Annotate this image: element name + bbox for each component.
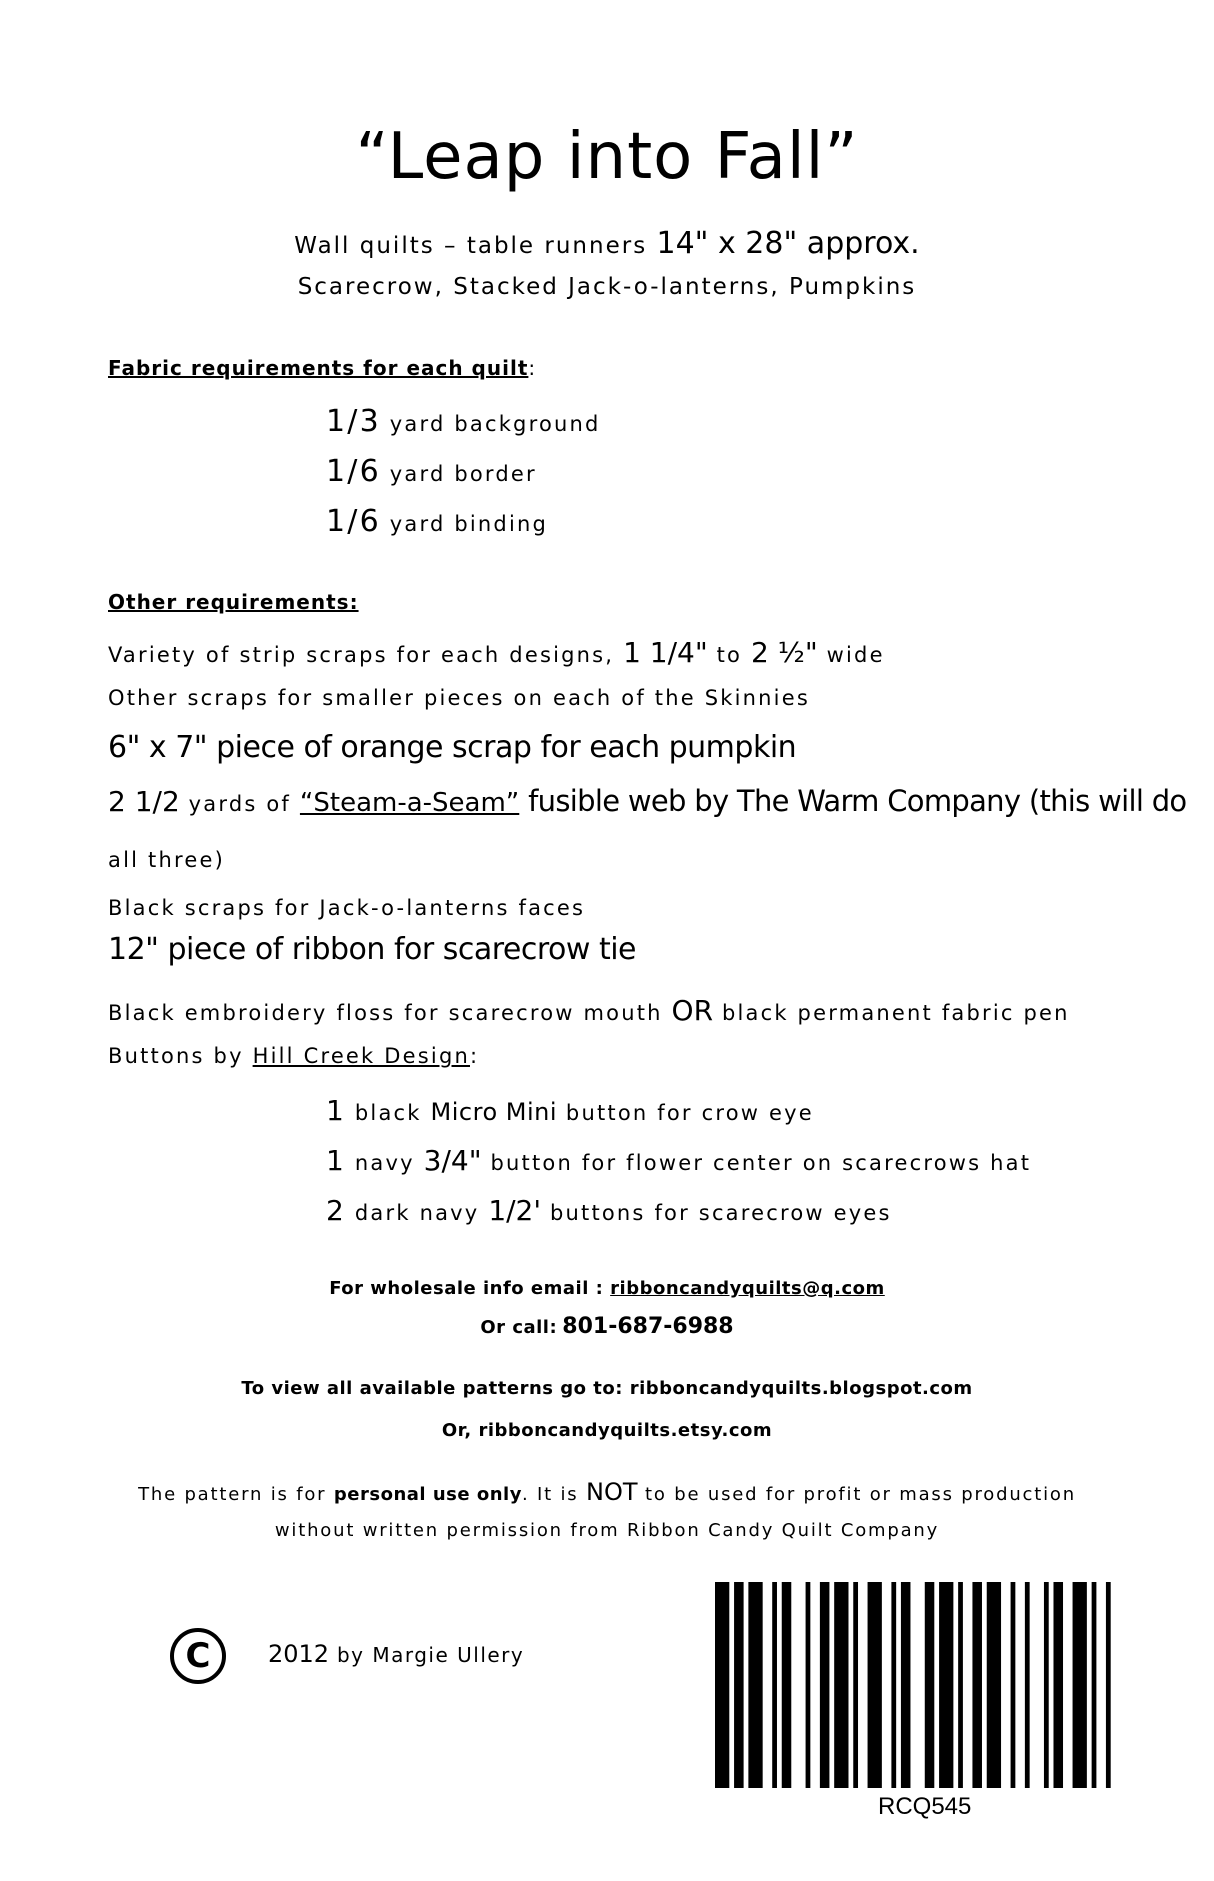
requirement-line (108, 784, 1186, 818)
button-item (326, 1094, 814, 1127)
req-size: 1 1/4" (623, 636, 708, 669)
button-pre: dark navy (354, 1201, 480, 1225)
subtitle-size: 14" x 28" approx. (656, 226, 920, 261)
barcode-bar (806, 1582, 811, 1788)
wholesale-label: For wholesale info email : (329, 1278, 604, 1299)
barcode-number: RCQ545 (878, 1793, 972, 1820)
button-qty: 1 (326, 1144, 347, 1177)
req-size: 2 ½" (751, 636, 818, 669)
barcode-bar (1044, 1582, 1049, 1788)
requirement-line: 12" piece of ribbon for scarecrow tie (108, 932, 637, 967)
button-item (326, 1194, 892, 1227)
barcode-bar (891, 1582, 896, 1788)
barcode-bar (782, 1582, 792, 1788)
button-post: button for crow eye (565, 1101, 814, 1125)
barcode (715, 1582, 1125, 1788)
requirement-line: 6" x 7" piece of orange scrap for each pumpkin (108, 730, 797, 765)
copyright-by: by Margie Ullery (336, 1643, 525, 1667)
req-colon: : (470, 1044, 480, 1068)
fabric-amount: 1/6 (326, 504, 381, 539)
copyright-icon: C (170, 1628, 226, 1684)
requirement-line: Black scraps for Jack-o-lanterns faces (108, 896, 586, 920)
req-text: Buttons by (108, 1044, 244, 1068)
req-text: Black embroidery floss for scarecrow mouth (108, 1001, 663, 1025)
copyright-year: 2012 (268, 1640, 330, 1668)
barcode-bar (1025, 1582, 1030, 1788)
barcode-bar (1092, 1582, 1097, 1788)
barcode-bar (901, 1582, 911, 1788)
subtitle-wall-quilts (0, 226, 1214, 261)
barcode-bar (958, 1582, 963, 1788)
permission-notice: without written permission from Ribbon Candy Quilt Company (274, 1520, 940, 1541)
subtitle-designs: Scarecrow, Stacked Jack-o-lanterns, Pumpkins (297, 274, 917, 300)
barcode-bar (834, 1582, 848, 1788)
or-label: Or, (441, 1420, 472, 1441)
button-item (326, 1144, 1031, 1177)
etsy-line (0, 1420, 1214, 1441)
req-text: to (716, 643, 743, 667)
button-pre: navy (354, 1151, 415, 1175)
barcode-bar (820, 1582, 830, 1788)
barcode-bar (868, 1582, 882, 1788)
requirement-line: Other scraps for smaller pieces on each of the Skinnies (108, 686, 810, 710)
fabric-item (326, 454, 537, 489)
copyright-line (268, 1640, 524, 1668)
fabric-item (326, 404, 601, 439)
email-link[interactable]: ribboncandyquilts@q.com (610, 1278, 885, 1299)
barcode-bar (772, 1582, 777, 1788)
button-mid: 3/4" (423, 1144, 482, 1177)
requirement-line: all three) (108, 848, 225, 872)
view-label: To view all available patterns go to: (241, 1378, 623, 1399)
barcode-bar (1053, 1582, 1063, 1788)
phone-number: 801-687-6988 (562, 1314, 734, 1339)
page-title: “Leap into Fall” (355, 120, 859, 194)
barcode-bar (939, 1582, 953, 1788)
req-or: OR (671, 994, 714, 1027)
button-mid: Micro Mini (430, 1098, 558, 1126)
fabric-heading-colon: : (528, 356, 536, 380)
req-text: yards of (188, 792, 292, 816)
button-qty: 1 (326, 1094, 347, 1127)
button-pre: black (354, 1101, 422, 1125)
blog-link[interactable]: ribboncandyquilts.blogspot.com (629, 1378, 973, 1399)
notice-text: The pattern is for (138, 1484, 327, 1505)
button-post: buttons for scarecrow eyes (549, 1201, 892, 1225)
notice-not: NOT (586, 1478, 638, 1506)
barcode-bar (853, 1582, 858, 1788)
wholesale-line (0, 1278, 1214, 1299)
barcode-bar (734, 1582, 744, 1788)
req-text: black permanent fabric pen (721, 1001, 1070, 1025)
barcode-bar (1106, 1582, 1111, 1788)
other-heading: Other requirements: (108, 590, 359, 614)
patterns-line (0, 1378, 1214, 1399)
barcode-bar (748, 1582, 762, 1788)
req-text: Variety of strip scraps for each designs, (108, 643, 615, 667)
barcode-bar (715, 1582, 729, 1788)
fabric-heading-text: Fabric requirements for each quilt (108, 356, 529, 380)
requirement-line (108, 994, 1070, 1027)
fabric-desc: yard border (389, 462, 537, 486)
fabric-desc: yard background (389, 412, 601, 436)
button-qty: 2 (326, 1194, 347, 1227)
req-text: wide (826, 643, 885, 667)
hill-creek-link: Hill Creek Design (252, 1044, 470, 1068)
etsy-link[interactable]: ribboncandyquilts.etsy.com (478, 1420, 773, 1441)
notice-emphasis: personal use only (333, 1484, 522, 1505)
button-mid: 1/2' (488, 1194, 542, 1227)
barcode-bar (1011, 1582, 1016, 1788)
steam-a-seam-link: “Steam-a-Seam” (299, 788, 520, 818)
req-text: fusible web by The Warm Company (this will do (528, 784, 1187, 818)
requirement-line (108, 636, 885, 669)
subtitle-text: Wall quilts – table runners (294, 233, 648, 259)
fabric-amount: 1/3 (326, 404, 381, 439)
barcode-bar (925, 1582, 935, 1788)
req-amount: 2 1/2 (108, 785, 180, 818)
button-post: button for flower center on scarecrows hat (490, 1151, 1032, 1175)
notice-text: . It is (521, 1484, 579, 1505)
requirement-line (108, 1044, 479, 1068)
call-label: Or call: (480, 1317, 558, 1338)
notice-text: to be used for profit or mass production (645, 1484, 1076, 1505)
barcode-bar (1073, 1582, 1087, 1788)
fabric-heading (108, 356, 535, 380)
fabric-desc: yard binding (389, 512, 549, 536)
barcode-bar (987, 1582, 1001, 1788)
fabric-item (326, 504, 548, 539)
fabric-amount: 1/6 (326, 454, 381, 489)
phone-line (0, 1314, 1214, 1339)
usage-notice (0, 1478, 1214, 1506)
barcode-bar (972, 1582, 982, 1788)
